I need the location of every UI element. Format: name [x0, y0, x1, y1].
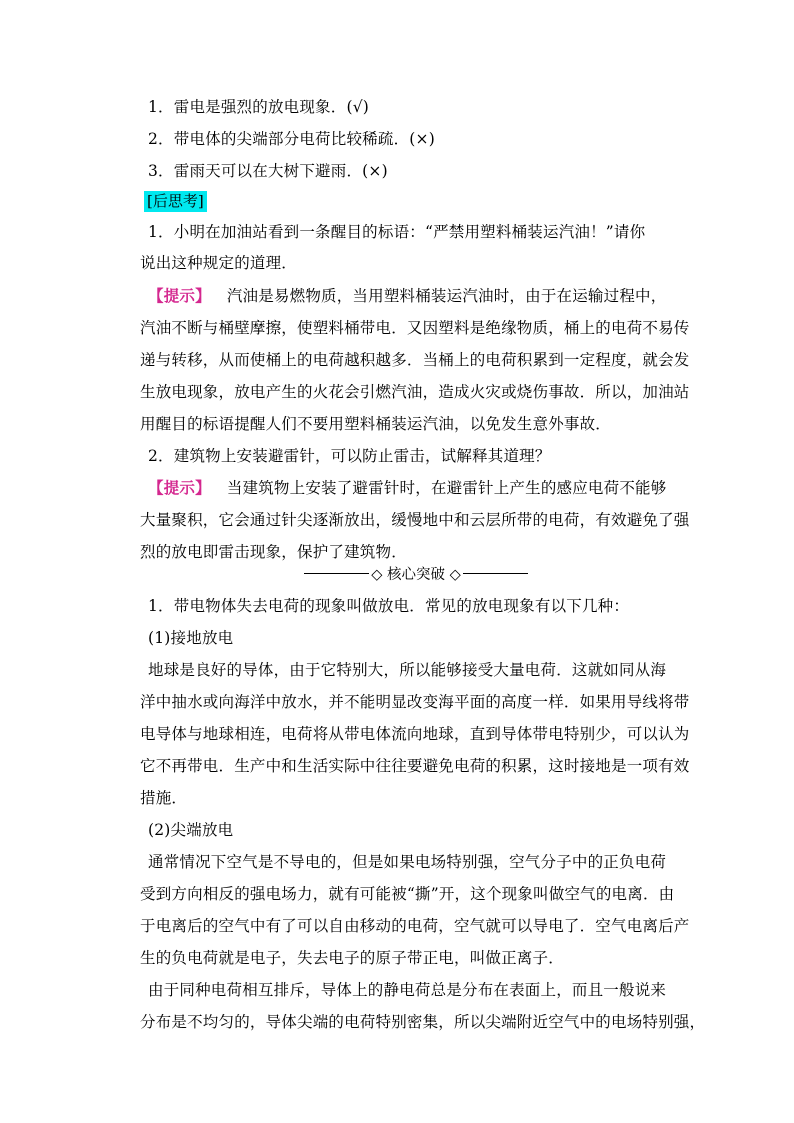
question-1-line-1: 1．小明在加油站看到一条醒目的标语：“严禁用塑料桶装运汽油！”请你 — [148, 223, 646, 241]
core-sub-1: (1)接地放电 — [148, 629, 234, 647]
section-divider — [304, 563, 528, 583]
divider-rule-left — [304, 573, 369, 574]
core-p1-line-5: 措施． — [140, 789, 188, 807]
core-p2-line-2: 受到方向相反的强电场力，就有可能被“撕”开，这个现象叫做空气的电离．由 — [140, 885, 675, 903]
answer-2-line-3: 烈的放电即雷击现象，保护了建筑物． — [140, 543, 407, 561]
judgement-1: 1．雷电是强烈的放电现象．(√) — [148, 98, 370, 116]
core-intro: 1．带电物体失去电荷的现象叫做放电．常见的放电现象有以下几种： — [148, 597, 630, 615]
core-p2-line-1: 通常情况下空气是不导电的，但是如果电场特别强，空气分子中的正负电荷 — [148, 853, 667, 871]
question-2: 2．建筑物上安装避雷针，可以防止雷击，试解释其道理？ — [148, 447, 551, 465]
think-tag: [后思考] — [144, 191, 207, 212]
section-title: ◇ 核心突破 ◇ — [371, 566, 461, 583]
core-p1-line-2: 洋中抽水或向海洋中放水，并不能明显改变海平面的高度一样．如果用导线将带 — [140, 693, 690, 711]
answer-1-first: 汽油是易燃物质，当用塑料桶装运汽油时，由于在运输过程中， — [226, 287, 667, 305]
answer-1-line-2: 汽油不断与桶壁摩擦，使塑料桶带电．又因塑料是绝缘物质，桶上的电荷不易传 — [140, 319, 690, 337]
answer-2-line-2: 大量聚积，它会通过针尖逐渐放出，缓慢地中和云层所带的电荷，有效避免了强 — [140, 511, 690, 529]
core-p1-line-4: 它不再带电．生产中和生活实际中往往要避免电荷的积累，这时接地是一项有效 — [140, 757, 690, 775]
core-p1-line-3: 电导体与地球相连，电荷将从带电体流向地球，直到导体带电特别少，可以认为 — [140, 725, 690, 743]
core-p2-line-3: 于电离后的空气中有了可以自由移动的电荷，空气就可以导电了．空气电离后产 — [140, 917, 690, 935]
core-p2-line-4: 生的负电荷就是电子，失去电子的原子带正电，叫做正离子． — [140, 949, 564, 967]
answer-2-line-1 — [148, 478, 668, 498]
hint-label-2: 【提示】 — [148, 478, 211, 497]
core-sub-2: (2)尖端放电 — [148, 821, 234, 839]
answer-1-line-4: 生放电现象，放电产生的火花会引燃汽油，造成火灾或烧伤事故．所以，加油站 — [140, 383, 690, 401]
answer-1-line-5: 用醒目的标语提醒人们不要用塑料桶装运汽油，以免发生意外事故． — [140, 415, 612, 433]
judgement-2: 2．带电体的尖端部分电荷比较稀疏．(×) — [148, 130, 435, 148]
core-p3-line-2: 分布是不均匀的，导体尖端的电荷特别密集，所以尖端附近空气中的电场特别强， — [140, 1013, 706, 1031]
core-p1-line-1: 地球是良好的导体，由于它特别大，所以能够接受大量电荷．这就如同从海 — [148, 661, 667, 679]
question-1-line-2: 说出这种规定的道理． — [140, 254, 298, 272]
divider-rule-right — [463, 573, 528, 574]
core-p3-line-1: 由于同种电荷相互排斥，导体上的静电荷总是分布在表面上，而且一般说来 — [148, 981, 667, 999]
answer-1-line-3: 递与转移，从而使桶上的电荷越积越多．当桶上的电荷积累到一定程度，就会发 — [140, 351, 690, 369]
answer-1-line-1 — [148, 286, 668, 306]
judgement-3: 3．雷雨天可以在大树下避雨．(×) — [148, 162, 388, 180]
answer-2-first: 当建筑物上安装了避雷针时，在避雷针上产生的感应电荷不能够 — [226, 479, 667, 497]
hint-label: 【提示】 — [148, 286, 211, 305]
